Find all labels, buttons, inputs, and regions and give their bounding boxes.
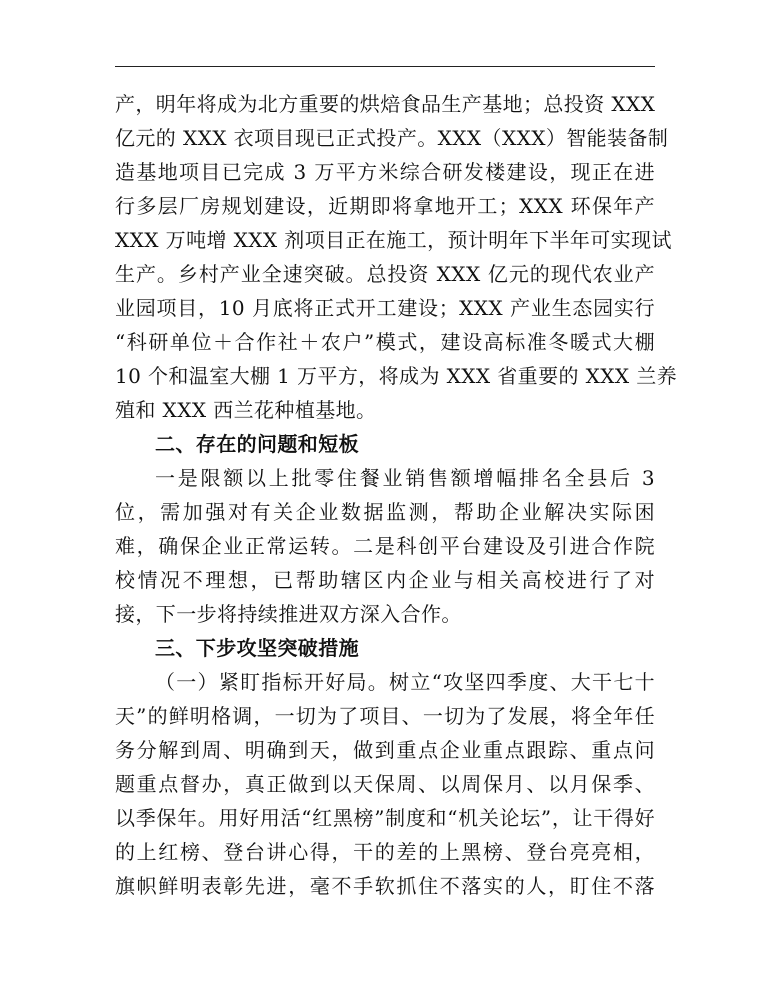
body-line: 务分解到周、明确到天，做到重点企业重点跟踪、重点问 <box>115 738 655 762</box>
body-line: 产，明年将成为北方重要的烘焙食品生产基地；总投资 XXX <box>115 92 656 116</box>
body-line: 行多层厂房规划建设，近期即将拿地开工；XXX 环保年产 <box>115 194 655 218</box>
header-rule <box>115 66 655 67</box>
section-heading-measures: 三、下步攻坚突破措施 <box>155 636 359 660</box>
body-line: 天”的鲜明格调，一切为了项目、一切为了发展，将全年任 <box>115 704 655 728</box>
body-line: 难，确保企业正常运转。二是科创平台建设及引进合作院 <box>115 534 655 558</box>
body-line: 造基地项目已完成 3 万平方米综合研发楼建设，现正在进 <box>115 160 655 184</box>
body-line: 位，需加强对有关企业数据监测，帮助企业解决实际困 <box>115 500 655 524</box>
body-line: 10 个和温室大棚 1 万平方，将成为 XXX 省重要的 XXX 兰养 <box>115 364 678 388</box>
section-heading-problems: 二、存在的问题和短板 <box>155 432 359 456</box>
body-line: 的上红榜、登台讲心得，干的差的上黑榜、登台亮亮相， <box>115 840 655 864</box>
body-line: （一）紧盯指标开好局。树立“攻坚四季度、大干七十 <box>155 670 655 694</box>
body-line: XXX 万吨增 XXX 剂项目正在施工，预计明年下半年可实现试 <box>115 228 672 252</box>
body-line: “科研单位＋合作社＋农户”模式，建设高标准冬暖式大棚 <box>115 330 655 354</box>
body-line: 校情况不理想，已帮助辖区内企业与相关高校进行了对 <box>115 568 655 592</box>
body-line: 题重点督办，真正做到以天保周、以周保月、以月保季、 <box>115 772 655 796</box>
body-line: 生产。乡村产业全速突破。总投资 XXX 亿元的现代农业产 <box>115 262 655 286</box>
body-line: 接，下一步将持续推进双方深入合作。 <box>115 602 462 626</box>
body-line: 旗帜鲜明表彰先进，毫不手软抓住不落实的人，盯住不落 <box>115 874 655 898</box>
body-line: 以季保年。用好用活“红黑榜”制度和“机关论坛”，让干得好 <box>115 806 655 830</box>
body-line: 殖和 XXX 西兰花种植基地。 <box>115 398 377 422</box>
body-line: 一是限额以上批零住餐业销售额增幅排名全县后 3 <box>155 466 655 490</box>
body-line: 业园项目，10 月底将正式开工建设；XXX 产业生态园实行 <box>115 296 655 320</box>
body-line: 亿元的 XXX 衣项目现已正式投产。XXX（XXX）智能装备制 <box>115 126 669 150</box>
